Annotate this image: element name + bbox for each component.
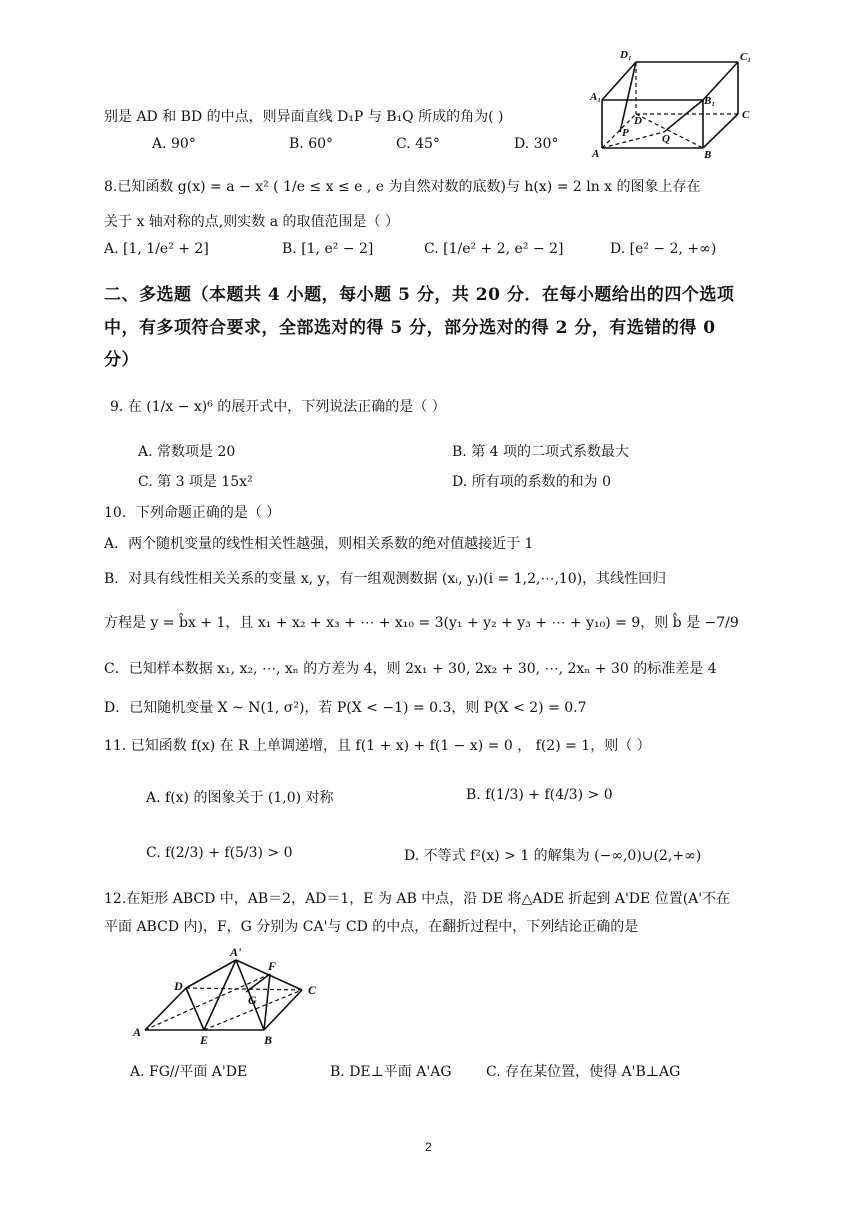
label-a1: A₁ [590, 91, 602, 103]
q11-option-d: D. 不等式 f²(x) > 1 的解集为 (−∞,0)∪(2,+∞) [404, 848, 702, 864]
q9-option-c: C. 第 3 项是 15x² [138, 474, 253, 490]
label-d: D [174, 979, 183, 993]
q9-stem: 9. 在 (1/x − x)⁶ 的展开式中，下列说法正确的是（ ） [110, 399, 446, 415]
q11-stem: 11. 已知函数 f(x) 在 R 上单调递增，且 f(1 + x) + f(1 − x) = 0 ， f(2) = 1，则（ ） [104, 738, 651, 754]
label-c1: C₁ [740, 51, 752, 63]
q10-option-d: D．已知随机变量 X ~ N(1, σ²)，若 P(X < −1) = 0.3，则 P(X < 2) = 0.7 [104, 700, 587, 716]
q8-option-d: D. [e² − 2, +∞) [610, 241, 717, 257]
label-c: C [308, 983, 317, 997]
q11-option-a: A. f(x) 的图象关于 (1,0) 对称 [146, 790, 334, 806]
q8-option-c: C. [1/e² + 2, e² − 2] [424, 241, 564, 257]
q11-option-b: B. f(1/3) + f(4/3) > 0 [466, 787, 613, 803]
q7-option-b: B. 60° [289, 136, 334, 152]
q12-option-c: C. 存在某位置，使得 A'B⊥AG [486, 1064, 681, 1080]
q11-option-c: C. f(2/3) + f(5/3) > 0 [146, 845, 293, 861]
label-c: C [742, 109, 750, 121]
label-b1: B₁ [704, 95, 716, 107]
q10-option-c: C．已知样本数据 x₁, x₂, ⋯, xₙ 的方差为 4，则 2x₁ + 30, 2x₂ + 30, ⋯, 2xₙ + 30 的标准差是 4 [104, 661, 717, 677]
q9-option-d: D. 所有项的系数的和为 0 [452, 474, 611, 490]
q8-line2: 关于 x 轴对称的点,则实数 a 的取值范围是（ ） [104, 214, 399, 230]
q10-option-b-line1: B．对具有线性相关关系的变量 x, y，有一组观测数据 (xᵢ, yᵢ)(i = 1,2,⋯,10)，其线性回归 [104, 571, 667, 587]
q7-option-a: A. 90° [152, 136, 196, 152]
q8-option-b: B. [1, e² − 2] [282, 241, 374, 257]
folding-figure [128, 945, 330, 1047]
q12-line2: 平面 ABCD 内)，F，G 分别为 CA'与 CD 的中点，在翻折过程中，下列结论正确的是 [104, 919, 639, 935]
q12-line1: 12.在矩形 ABCD 中，AB＝2，AD＝1，E 为 AB 中点，沿 DE 将△ADE 折起到 A'DE 位置(A'不在 [104, 891, 731, 907]
label-a: A [133, 1025, 142, 1039]
page-number: 2 [425, 1140, 432, 1154]
q12-option-a: A. FG//平面 A'DE [130, 1064, 248, 1080]
q8-option-a: A. [1, 1/e² + 2] [104, 241, 209, 257]
label-a: A [592, 148, 600, 160]
label-d1: D₁ [620, 49, 632, 61]
label-a-prime: A' [230, 945, 242, 959]
q7-option-c: C. 45° [396, 136, 440, 152]
q10-option-b-line2: 方程是 y = b̂x + 1，且 x₁ + x₂ + x₃ + ⋯ + x₁₀ = 3(y₁ + y₂ + y₃ + ⋯ + y₁₀) = 9，则 b̂ 是 −7/9 [104, 615, 739, 631]
q10-stem: 10．下列命题正确的是（ ） [104, 505, 281, 521]
label-p: P [622, 127, 629, 139]
q8-line1: 8.已知函数 g(x) = a − x² ( 1/e ≤ x ≤ e , e 为自然对数的底数)与 h(x) = 2 ln x 的图象上存在 [104, 179, 701, 195]
q7-stem: 别是 AD 和 BD 的中点，则异面直线 D₁P 与 B₁Q 所成的角为( ) [104, 109, 504, 125]
q10-option-a: A．两个随机变量的线性相关性越强，则相关系数的绝对值越接近于 1 [104, 536, 534, 552]
label-b: B [704, 149, 712, 161]
label-f: F [268, 959, 277, 973]
q9-option-b: B. 第 4 项的二项式系数最大 [452, 444, 629, 460]
label-q: Q [662, 133, 670, 145]
q9-option-a: A. 常数项是 20 [138, 444, 236, 460]
label-e: E [200, 1033, 209, 1047]
label-g: G [248, 993, 257, 1007]
section2-heading-line1: 二、多选题（本题共 4 小题，每小题 5 分，共 20 分．在每小题给出的四个选项 [104, 285, 735, 305]
label-d: D [634, 115, 642, 127]
section2-heading-line3: 分） [104, 350, 139, 370]
q7-option-d: D. 30° [514, 136, 559, 152]
q12-option-b: B. DE⊥平面 A'AG [330, 1064, 452, 1080]
section2-heading-line2: 中，有多项符合要求，全部选对的得 5 分，部分选对的得 2 分，有选错的得 0 [104, 318, 716, 338]
cuboid-figure [588, 44, 760, 162]
label-b: B [264, 1033, 273, 1047]
